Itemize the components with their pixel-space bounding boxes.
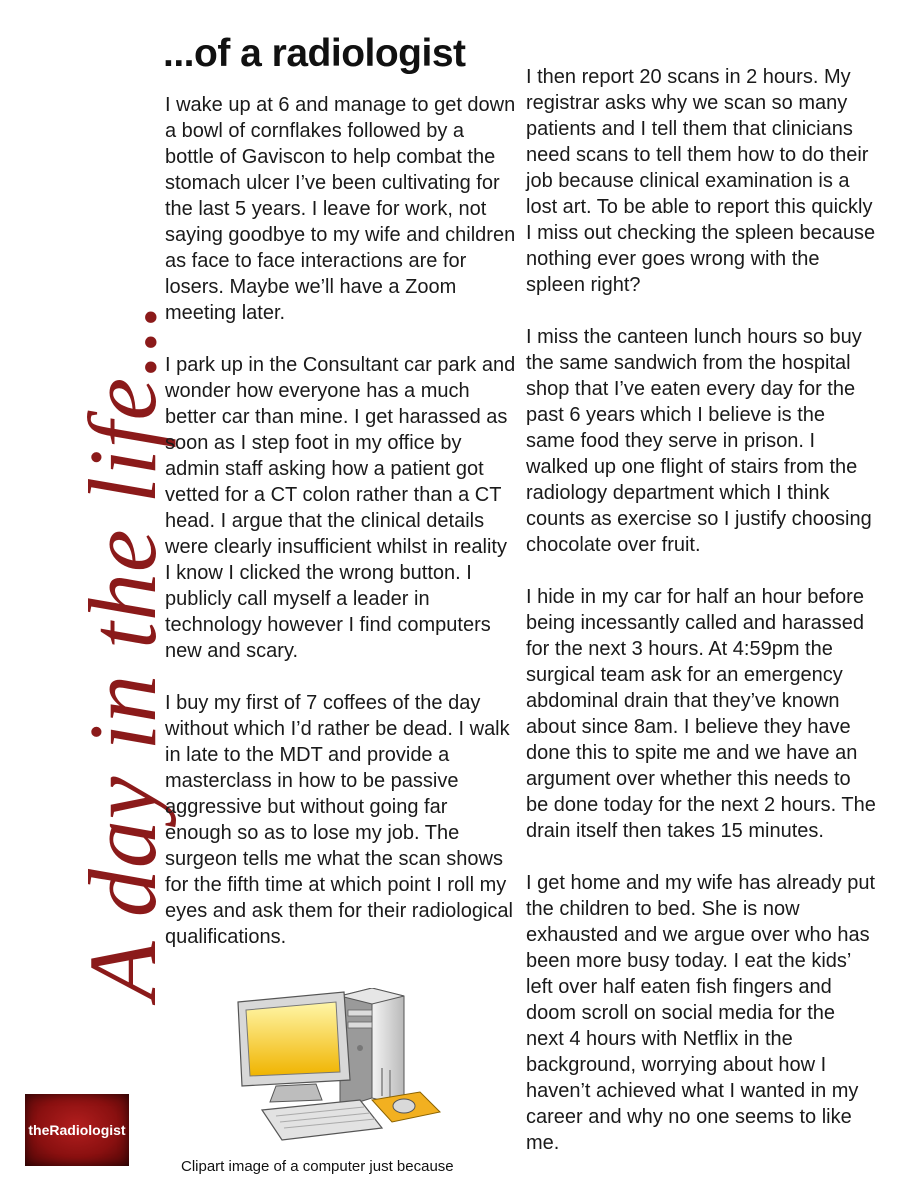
left-column	[165, 92, 517, 976]
right-column	[526, 64, 876, 1182]
paragraph: I then report 20 scans in 2 hours. My registrar asks why we scan so many patients and I tell them that clinicians need scans to tell them how to do their job because clinical examination is a lost art. To be able to report this quickly I miss out checking the spleen because nothing ever goes wrong with the spleen right?	[526, 66, 876, 296]
paragraph: I buy my first of 7 coffees of the day without which I’d rather be dead. I walk in late to the MDT and provide a masterclass in how to be passive aggressive but without going far enough so as to lose my job. The surgeon tells me what the scan shows for the fifth time at which point I roll my eyes and ask them for their radiological qualifications.	[165, 692, 513, 948]
paragraph: I park up in the Consultant car park and wonder how everyone has a much better car than mine. I get harassed as soon as I step foot in my office by admin staff asking how a patient got vetted for a CT colon rather than a CT head. I argue that the clinical details were clearly insufficient whilst in reality I know I clicked the wrong button. I publicly call myself a leader in technology however I find computers new and scary.	[165, 354, 516, 662]
desktop-computer-icon	[232, 988, 442, 1148]
paragraph: I get home and my wife has already put the children to bed. She is now exhausted and we argue over who has been more busy today. I eat the kids’ left over half eaten fish fingers and doom scroll on social media for the next 4 hours with Netflix in the background, worrying about how I haven’t achieved what I wanted in my career and why no one seems to like me.	[526, 872, 876, 1154]
page-heading: ...of a radiologist	[163, 32, 466, 75]
brand-logo	[25, 1094, 129, 1166]
side-title: A day in the life...	[69, 301, 176, 1000]
paragraph: I wake up at 6 and manage to get down a bowl of cornflakes followed by a bottle of Gaviscon to help combat the stomach ulcer I’ve been cultivating for the last 5 years. I leave for work, not saying goodbye to my wife and children as face to face interactions are for losers. Maybe we’ll have a Zoom meeting later.	[165, 94, 516, 324]
paragraph: I miss the canteen lunch hours so buy the same sandwich from the hospital shop that I’ve eaten every day for the past 6 years which I believe is the same food they serve in prison. I walked up one flight of stairs from the radiology department which I think counts as exercise so I justify choosing chocolate over fruit.	[526, 326, 872, 556]
image-caption: Clipart image of a computer just because	[181, 1158, 454, 1175]
logo-text: theRadiologist	[28, 1122, 126, 1138]
paragraph: I hide in my car for half an hour before being incessantly called and harassed for the next 3 hours. At 4:59pm the surgical team ask for an emergency abdominal drain that they’ve known about since 8am. I believe they have done this to spite me and we have an argument over whether this needs to be done today for the next 2 hours. The drain itself then takes 15 minutes.	[526, 586, 876, 842]
